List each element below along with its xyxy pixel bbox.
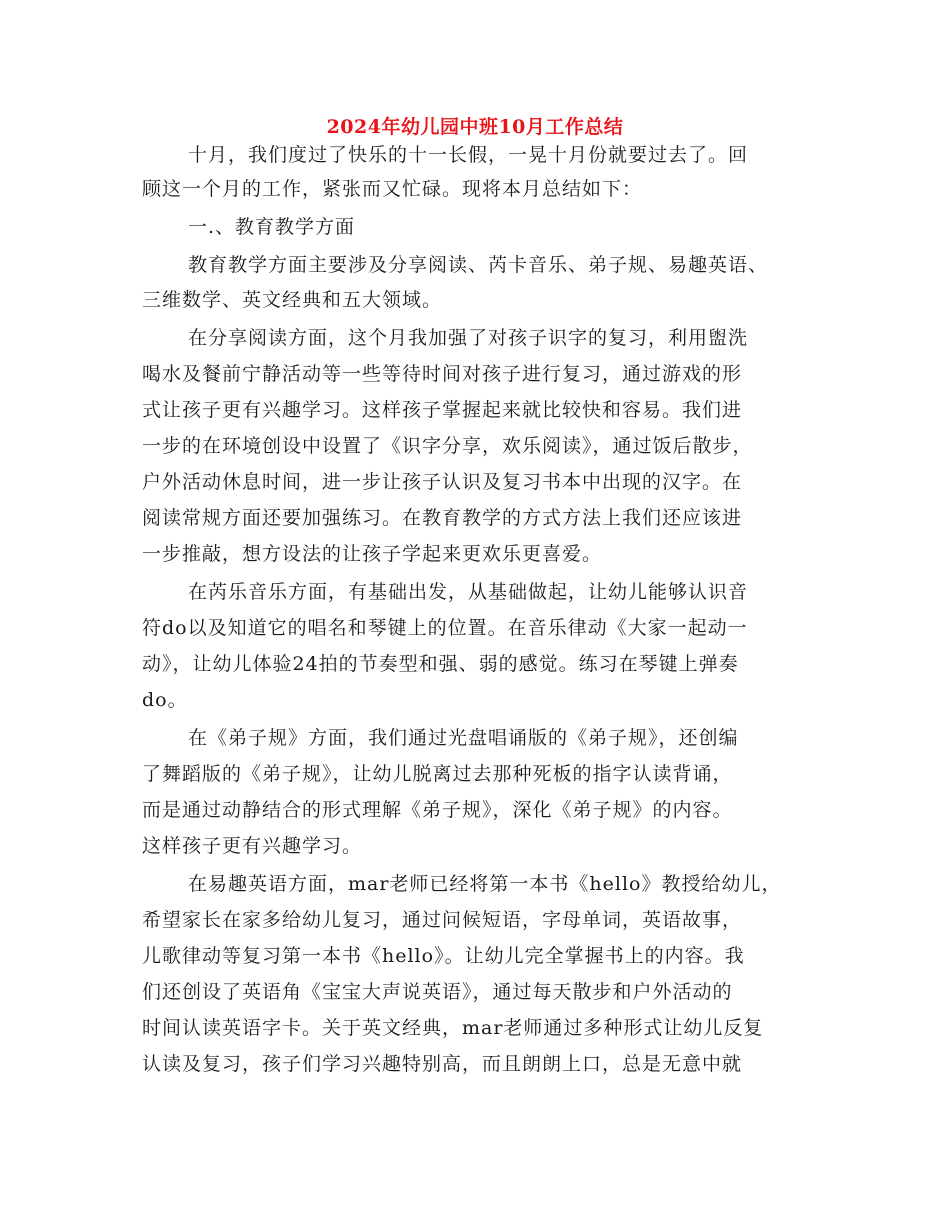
text-line: 儿歌律动等复习第一本书《hello》。让幼儿完全掌握书上的内容。我: [142, 945, 745, 967]
text-line: 户外活动休息时间，进一步让孩子认识及复习书本中出现的汉字。在: [142, 471, 743, 493]
text-line: 在分享阅读方面，这个月我加强了对孩子识字的复习，利用盥洗: [188, 327, 749, 349]
document-title: 2024年幼儿园中班10月工作总结: [326, 116, 624, 138]
text-line: 一步推敲，想方设法的让孩子学起来更欢乐更喜爱。: [142, 543, 603, 565]
text-line: 动》，让幼儿体验24拍的节奏型和强、弱的感觉。练习在琴键上弹奏: [142, 653, 739, 675]
text-line: 在《弟子规》方面，我们通过光盘唱诵版的《弟子规》，还创编: [188, 727, 739, 749]
text-line: 三维数学、英文经典和五大领域。: [142, 289, 443, 311]
text-line: 而是通过动静结合的形式理解《弟子规》，深化《弟子规》的内容。: [142, 799, 733, 821]
text-line: do。: [142, 689, 188, 711]
text-line: 这样孩子更有兴趣学习。: [142, 835, 363, 857]
text-line: 十月，我们度过了快乐的十一长假，一晃十月份就要过去了。回: [188, 144, 749, 166]
text-line: 在易趣英语方面，mar老师已经将第一本书《hello》教授给幼儿，: [188, 873, 782, 895]
text-line: 了舞蹈版的《弟子规》，让幼儿脱离过去那种死板的指字认读背诵，: [142, 763, 733, 785]
text-line: 喝水及餐前宁静活动等一些等待时间对孩子进行复习，通过游戏的形: [142, 363, 743, 385]
text-line: 教育教学方面主要涉及分享阅读、芮卡音乐、弟子规、易趣英语、: [188, 254, 769, 276]
text-line: 在芮乐音乐方面，有基础出发，从基础做起，让幼儿能够认识音: [188, 581, 749, 603]
text-line: 式让孩子更有兴趣学习。这样孩子掌握起来就比较快和容易。我们进: [142, 399, 743, 421]
text-line: 符do以及知道它的唱名和琴键上的位置。在音乐律动《大家一起动一: [142, 617, 748, 639]
text-line: 时间认读英语字卡。关于英文经典，mar老师通过多种形式让幼儿反复: [142, 1017, 764, 1039]
text-line: 阅读常规方面还要加强练习。在教育教学的方式方法上我们还应该进: [142, 507, 743, 529]
text-line: 们还创设了英语角《宝宝大声说英语》，通过每天散步和户外活动的: [142, 981, 733, 1003]
section-heading: 一.、教育教学方面: [188, 216, 356, 238]
text-line: 认读及复习，孩子们学习兴趣特别高，而且朗朗上口，总是无意中就: [142, 1053, 743, 1075]
text-line: 一步的在环境创设中设置了《识字分享，欢乐阅读》，通过饭后散步，: [142, 435, 753, 457]
text-line: 希望家长在家多给幼儿复习，通过问候短语，字母单词，英语故事，: [142, 909, 743, 931]
text-line: 顾这一个月的工作，紧张而又忙碌。现将本月总结如下：: [142, 178, 643, 200]
